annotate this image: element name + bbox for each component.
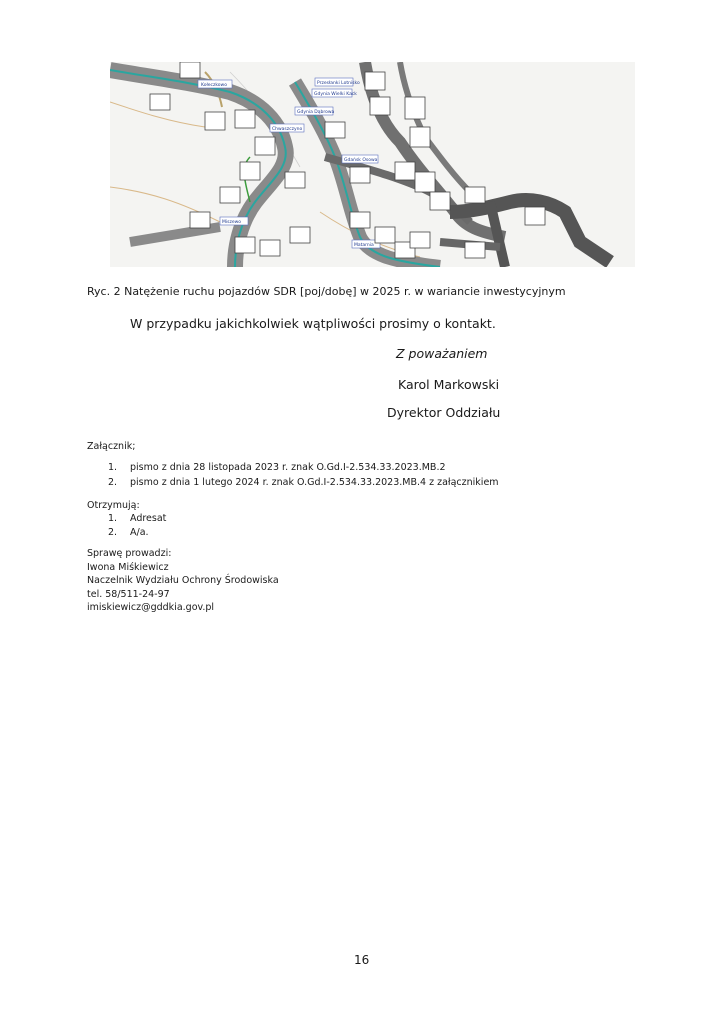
list-item-text: A/a. [130,527,149,538]
recipients-list [108,512,166,540]
case-handler-heading: Sprawę prowadzi: [87,548,172,559]
recipients-heading: Otrzymują: [87,500,140,511]
traffic-map-figure [110,62,635,267]
signatory-role: Dyrektor Oddziału [387,405,501,420]
case-handler-phone: tel. 58/511-24-97 [87,588,170,600]
list-item-number: 1. [108,513,118,524]
list-item-text: pismo z dnia 28 listopada 2023 r. znak O.Gd.I-2.534.33.2023.MB.2 [130,462,446,473]
contact-paragraph: W przypadku jakichkolwiek wątpliwości prosimy o kontakt. [130,316,496,331]
map-label-matarnia: Matarnia [354,243,374,248]
map-label-chwaszczyno: Chwaszczyno [272,127,303,132]
list-item-number: 1. [108,462,118,473]
signatory-name: Karol Markowski [398,377,500,392]
case-handler-email: imiskiewicz@gddkia.gov.pl [87,602,215,613]
list-item [108,475,499,490]
map-label-gdynia-dabrowa: Gdynia Dąbrowa [297,110,335,115]
case-handler-position: Naczelnik Wydziału Ochrony Środowiska [87,575,279,586]
list-item-text: pismo z dnia 1 lutego 2024 r. znak O.Gd.I-2.534.33.2023.MB.4 z załącznikiem [130,477,499,488]
closing-greeting: Z poważaniem [396,346,488,361]
list-item [108,512,166,526]
map-label-przeslanki: Przesłanki Lotnisko [317,81,360,86]
map-label-gdynia-wielki-kack: Gdynia Wielki Kack [314,92,357,97]
map-label-gdansk-osowa: Gdańsk Osowa [344,158,378,163]
attachments-list [108,460,499,490]
map-label-miszewo: Miszewo [222,220,242,225]
map-label-kołeczkowo: Kołeczkowo [201,83,227,88]
list-item-number: 2. [108,477,118,488]
case-handler-name: Iwona Miśkiewicz [87,561,169,573]
page-number: 16 [354,953,370,967]
list-item [108,460,499,475]
figure-caption: Ryc. 2 Natężenie ruchu pojazdów SDR [poj/dobę] w 2025 r. w wariancie inwestycyjnym [87,285,566,298]
case-handler-block [87,547,279,615]
list-item-text: Adresat [130,513,167,524]
attachments-heading: Załącznik; [87,441,136,452]
list-item [108,526,166,540]
list-item-number: 2. [108,527,118,538]
traffic-map [110,62,635,267]
